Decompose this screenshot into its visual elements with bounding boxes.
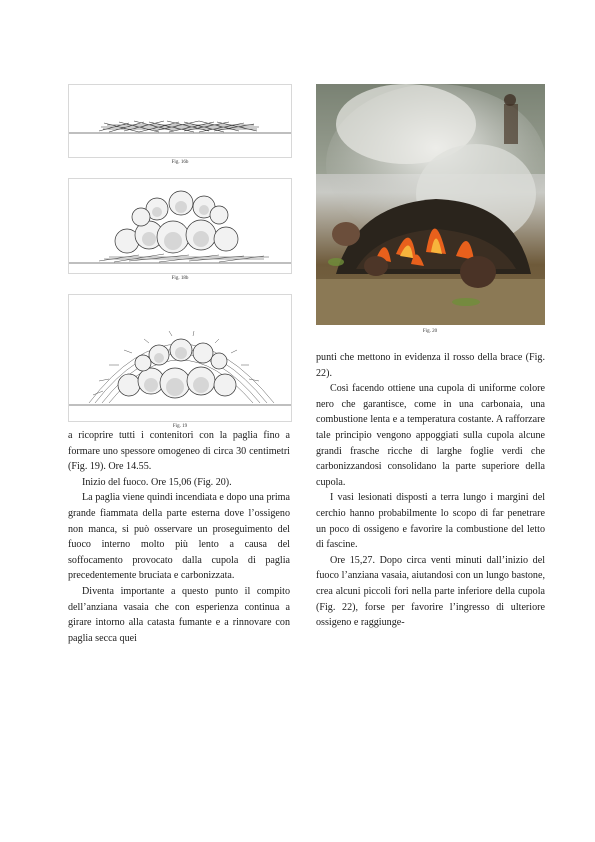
paragraph: a ricoprire tutti i contenitori con la paglia fino a formare uno spessore omogeneo di circa 30 centimetri (Fig. 19). Ore 14.55. (68, 430, 290, 473)
kiln-fire-photo (316, 84, 545, 325)
caption-fig20: Fig. 20 (422, 329, 438, 334)
figure-19 (68, 294, 292, 422)
paragraph: I vasi lesionati disposti a terra lungo i margini del cerchio hanno probabilmente lo scopo di far penetrare un poco di ossigeno e favorire la combustione del letto di fascine. (316, 492, 545, 551)
figure-20-photo (316, 84, 545, 325)
straw-bed-drawing (69, 85, 291, 157)
straw-dome-drawing (69, 295, 291, 421)
paragraph: Ore 15,27. Dopo circa venti minuti dall’inizio del fuoco l’anziana vasaia, aiutandosi con un lungo bastone, crea alcuni piccoli fori nella parte inferiore della cupola (Fig. 22), forse per favorire l’ingresso di ulteriore ossigeno e raggiunge- (316, 554, 545, 629)
caption-fig18b: Fig. 18b (171, 276, 189, 281)
caption-fig16b: Fig. 16b (171, 160, 189, 165)
caption-fig19: Fig. 19 (172, 424, 188, 429)
paragraph: Diventa importante a questo punto il compito dell’anziana vasaia che con esperienza continua a girare intorno alla catasta fumante e a rinnovare con paglia secca quei (68, 585, 290, 644)
figure-18b (68, 178, 292, 274)
right-text-column (316, 350, 545, 631)
stacked-pots-drawing (69, 179, 291, 273)
paragraph: La paglia viene quindi incendiata e dopo una prima grande fiammata della parte esterna dove l’ossigeno non manca, si può osservare un proseguimento del fuoco interno molto più lento a causa del soffocamento provocato dalla cupola di paglia precedentemente bruciata e carbonizzata. (68, 492, 290, 582)
left-text-column (68, 428, 290, 646)
paragraph: punti che mettono in evidenza il rosso della brace (Fig. 22). (316, 352, 545, 379)
figure-16b (68, 84, 292, 158)
paragraph: Inizio del fuoco. Ore 15,06 (Fig. 20). (82, 476, 232, 488)
paragraph: Così facendo ottiene una cupola di uniforme colore nero che garantisce, come in una carbonaia, una combustione lenta e a temperatura costante. A rafforzare tale principio vengono appoggiati sulla cupola alcune grandi frasche ricche di larghe foglie verdi che carbonizzandosi consolidano la parte superiore della cupola. (316, 383, 545, 488)
